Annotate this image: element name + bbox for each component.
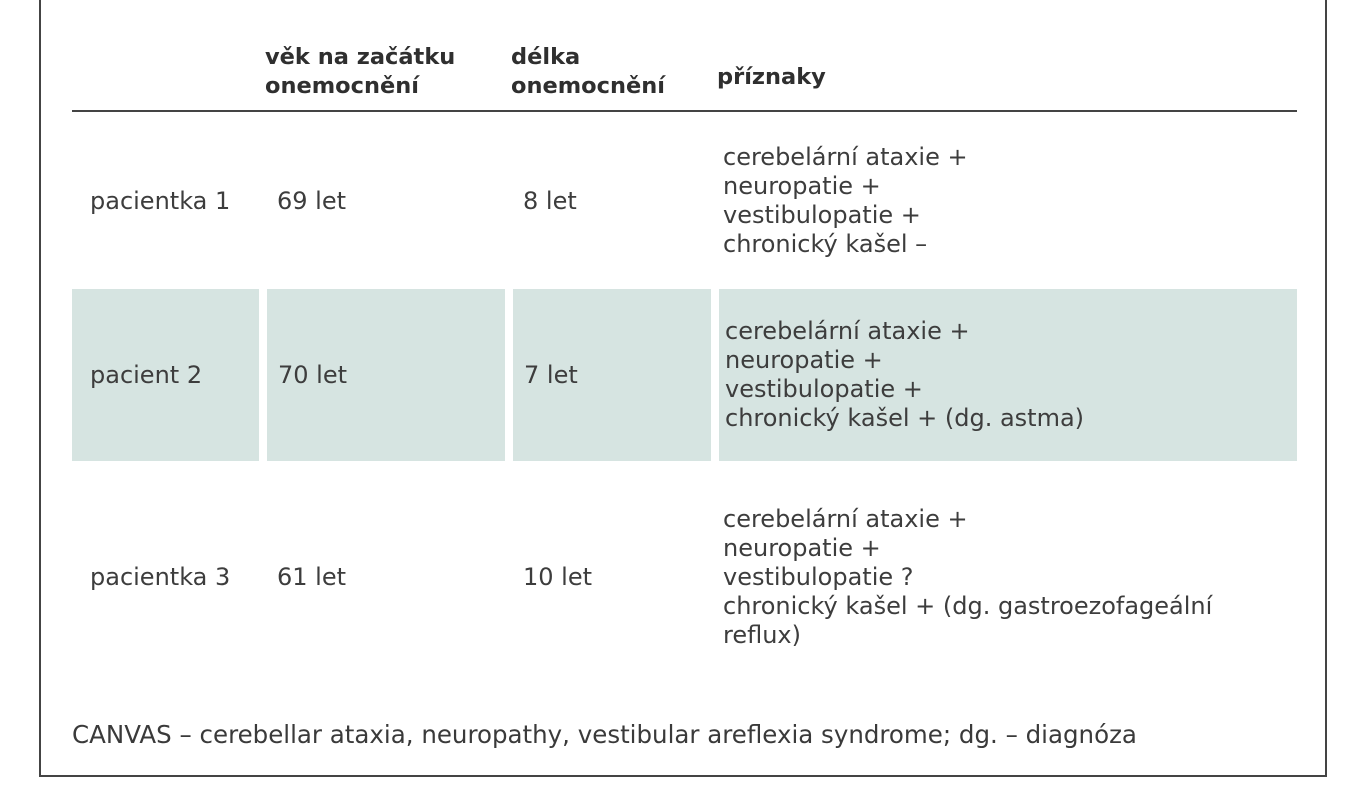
disease-duration: 7 let [505,289,711,461]
header-duration-line2: onemocnění [511,73,665,99]
symptoms-cell [711,289,1297,461]
symptom-line: cerebelární ataxie + [725,317,970,345]
disease-duration: 10 let [523,563,593,591]
symptom-line: neuropatie + [725,346,883,374]
onset-age: 69 let [277,186,347,215]
header-patient [72,40,259,112]
patient-name: pacientka 3 [90,563,231,591]
header-age-line1: věk na začátku [265,44,456,70]
table-row-highlighted [72,289,1297,461]
header-duration-line1: délka [511,44,581,70]
symptom-line: vestibulopatie ? [723,562,914,591]
header-row [72,40,1297,112]
patients-table [72,40,1297,693]
header-symptoms: příznaky [711,40,1297,112]
header-age [259,40,505,112]
symptom-line: neuropatie + [723,171,881,200]
onset-age: 61 let [277,563,347,591]
header-duration [505,40,711,112]
table-row [72,112,1297,289]
symptom-line: chronický kašel + (dg. gastroezofageální [723,591,1213,620]
symptom-line: chronický kašel + (dg. astma) [725,404,1085,432]
symptom-line: vestibulopatie + [723,200,921,229]
symptoms-cell [711,461,1297,693]
disease-duration: 8 let [523,186,577,215]
symptom-line: neuropatie + [723,533,881,562]
patient-name: pacient 2 [72,289,259,461]
symptoms-cell [711,112,1297,289]
table-row [72,461,1297,693]
symptom-line: vestibulopatie + [725,375,923,403]
symptom-line: chronický kašel – [723,229,928,258]
patient-name: pacientka 1 [90,186,231,215]
symptom-line: cerebelární ataxie + [723,142,968,171]
onset-age: 70 let [259,289,505,461]
symptom-line: cerebelární ataxie + [723,504,968,533]
table-footnote: CANVAS – cerebellar ataxia, neuropathy, vestibular areflexia syndrome; dg. – diagnóza [72,720,1137,749]
symptom-line: reflux) [723,620,801,649]
header-age-line2: onemocnění [265,73,419,99]
